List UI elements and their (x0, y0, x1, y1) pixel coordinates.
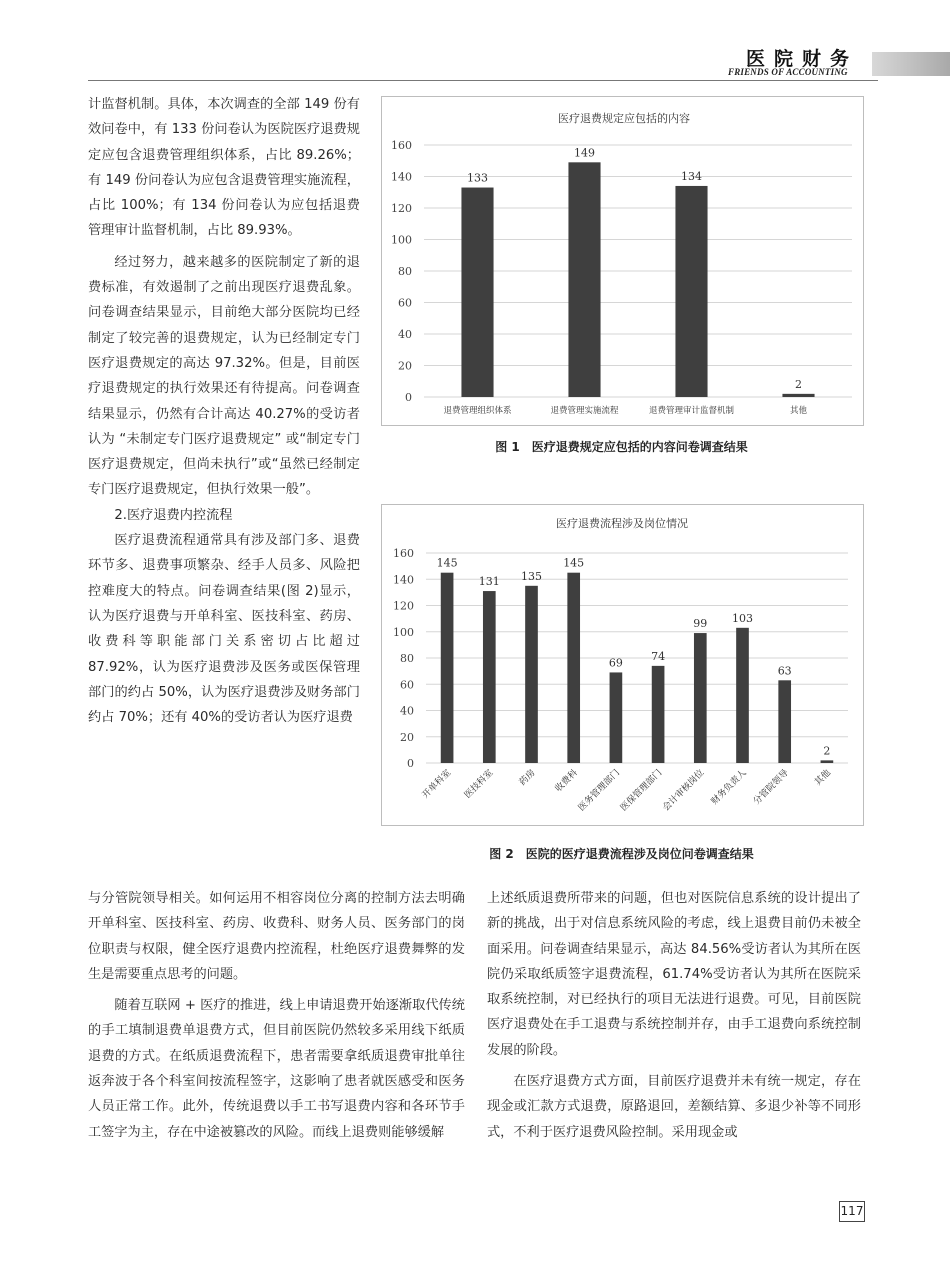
bar (567, 573, 580, 763)
header-decoration-bar (872, 52, 950, 76)
y-tick-label: 100 (393, 625, 414, 639)
left-text-column (88, 92, 360, 730)
header-rule (88, 80, 878, 81)
y-tick-label: 160 (391, 139, 412, 152)
data-label: 63 (777, 664, 792, 678)
figure-1-svg (382, 97, 863, 425)
data-label: 133 (467, 171, 488, 185)
paragraph: 上述纸质退费所带来的问题，但也对医院信息系统的设计提出了新的挑战，出于对信息系统风险的考虑，线上退费目前仍未被全面采用。问卷调查结果显示，高达 84.56%受访者认为其所在医院仍采取纸质签字退费流程，61.74%受访者认为其所在医院采取系统控制，对已经执行的项目无法进行退费。可见，目前医院医疗退费处在手工退费与系统控制并存，由手工退费向系统控制发展的阶段。 (487, 891, 861, 1058)
y-tick-label: 120 (393, 599, 414, 613)
figure-2-svg (382, 505, 863, 825)
data-label: 134 (681, 169, 702, 183)
bar (778, 680, 791, 763)
bar (461, 188, 493, 397)
x-tick-label: 退费管理组织体系 (443, 406, 512, 416)
data-label: 2 (795, 377, 802, 391)
y-tick-label: 0 (407, 757, 414, 770)
y-tick-label: 60 (400, 678, 414, 692)
bottom-right-text-column (487, 886, 861, 1145)
bar (483, 591, 496, 763)
paragraph: 随着互联网 + 医疗的推进，线上申请退费开始逐渐取代传统的手工填制退费单退费方式，但目前医院仍然较多采用线下纸质退费的方式。在纸质退费流程下，患者需要拿纸质退费审批单往返奔波于各个科室间按流程签字，这影响了患者就医感受和医务人员正常工作。此外，传统退费以手工书写退费内容和各环节手工签字为主，存在中途被篡改的风险。而线上退费则能够缓解 (88, 998, 465, 1140)
y-tick-label: 40 (400, 704, 414, 718)
x-tick-label: 退费管理实施流程 (550, 406, 619, 416)
y-tick-label: 140 (391, 170, 412, 184)
data-label: 99 (693, 617, 708, 631)
bar (821, 760, 834, 763)
bar (675, 186, 707, 397)
bar (568, 162, 600, 397)
y-tick-label: 140 (393, 573, 414, 587)
journal-subtitle: FRIENDS OF ACCOUNTING (728, 67, 848, 77)
bottom-left-text-column (88, 886, 465, 1145)
y-tick-label: 80 (400, 652, 414, 665)
data-label: 145 (436, 556, 458, 570)
bar (610, 672, 623, 763)
figure-2-chart (381, 504, 864, 826)
x-tick-label: 会计审核岗位 (661, 768, 707, 814)
data-label: 135 (521, 569, 542, 583)
paragraph: 在医疗退费方式方面，目前医疗退费并未有统一规定，存在现金或汇款方式退费，原路退回，差额结算、多退少补等不同形式，不利于医疗退费风险控制。采用现金或 (487, 1074, 861, 1140)
x-tick-label: 其他 (789, 406, 808, 416)
y-tick-label: 20 (400, 730, 414, 744)
journal-title: 医院财务 (746, 48, 859, 70)
y-tick-label: 120 (391, 202, 412, 215)
data-label: 103 (732, 611, 753, 625)
x-tick-label: 其他 (813, 768, 834, 788)
x-tick-label: 财务负责人 (709, 768, 749, 807)
figure-2-caption: 图 2 医院的医疗退费流程涉及岗位问卷调查结果 (489, 847, 754, 861)
chart-title: 医疗退费流程涉及岗位情况 (556, 517, 688, 530)
x-tick-label: 医务管理部门 (576, 768, 623, 814)
chart-title: 医疗退费规定应包括的内容 (558, 112, 690, 125)
x-tick-label: 分管院领导 (751, 768, 791, 807)
data-label: 145 (563, 556, 585, 570)
paragraph: 与分管院领导相关。如何运用不相容岗位分离的控制方法去明确开单科室、医技科室、药房、收费科、财务人员、医务部门的岗位职责与权限，健全医疗退费内控流程，杜绝医疗退费舞弊的发生是需要重点思考的问题。 (88, 891, 465, 982)
x-tick-label: 退费管理审计监督机制 (648, 406, 735, 416)
y-tick-label: 80 (398, 265, 412, 278)
figure-1-chart (381, 96, 864, 426)
y-tick-label: 100 (391, 233, 412, 247)
data-label: 131 (478, 575, 500, 589)
paragraph: 经过努力，越来越多的医院制定了新的退费标准，有效遏制了之前出现医疗退费乱象。问卷调查结果显示，目前绝大部分医院均已经制定了较完善的退费规定，认为已经制定专门医疗退费规定的高达 97.32%。但是，目前医疗退费规定的执行效果还有待提高。问卷调查结果显示，仍然有合计高达 40.27%的受访者认为 “未制定专门医疗退费规定” 或“制定专门医疗退费规定，但尚未执行”或“虽然已经制定专门医疗退费规定，但执行效果一般”。 (88, 254, 360, 498)
y-tick-label: 40 (398, 328, 412, 341)
paragraph: 计监督机制。具体，本次调查的全部 149 份有效问卷中，有 133 份问卷认为医院医疗退费规定应包含退费管理组织体系，占比 89.26%；有 149 份问卷认为应包含退费管理实施流程，占比 100%；有 134 份问卷认为应包括退费管理审计监督机制，占比 89.93%。 (88, 97, 360, 239)
bar (652, 666, 665, 763)
x-tick-label: 医保管理部门 (618, 768, 665, 814)
data-label: 69 (608, 656, 623, 670)
y-tick-label: 0 (405, 391, 412, 404)
x-tick-label: 医技科室 (462, 768, 496, 801)
bar (525, 586, 538, 763)
x-tick-label: 药房 (517, 768, 538, 788)
bar (782, 394, 814, 397)
bar (736, 628, 749, 763)
y-tick-label: 160 (393, 547, 414, 560)
page-number: 117 (839, 1201, 865, 1222)
y-tick-label: 60 (398, 296, 412, 310)
data-label: 2 (823, 744, 831, 758)
bar (694, 633, 707, 763)
section-heading: 2.医疗退费内控流程 (114, 507, 233, 523)
data-label: 74 (651, 649, 666, 663)
data-label: 149 (574, 146, 595, 160)
figure-1-caption: 图 1 医疗退费规定应包括的内容问卷调查结果 (495, 440, 748, 454)
bar (441, 573, 454, 763)
x-tick-label: 收费科 (553, 768, 580, 795)
x-tick-label: 开单科室 (420, 768, 454, 801)
y-tick-label: 20 (398, 359, 412, 373)
paragraph: 医疗退费流程通常具有涉及部门多、退费环节多、退费事项繁杂、经手人员多、风险把控难度大的特点。问卷调查结果(图 2)显示，认为医疗退费与开单科室、医技科室、药房、收费科等职能部门关系密切占比超过 87.92%，认为医疗退费涉及医务或医保管理部门的约占 50%，认为医疗退费涉及财务部门约占 70%；还有 40%的受访者认为医疗退费 (88, 533, 360, 726)
